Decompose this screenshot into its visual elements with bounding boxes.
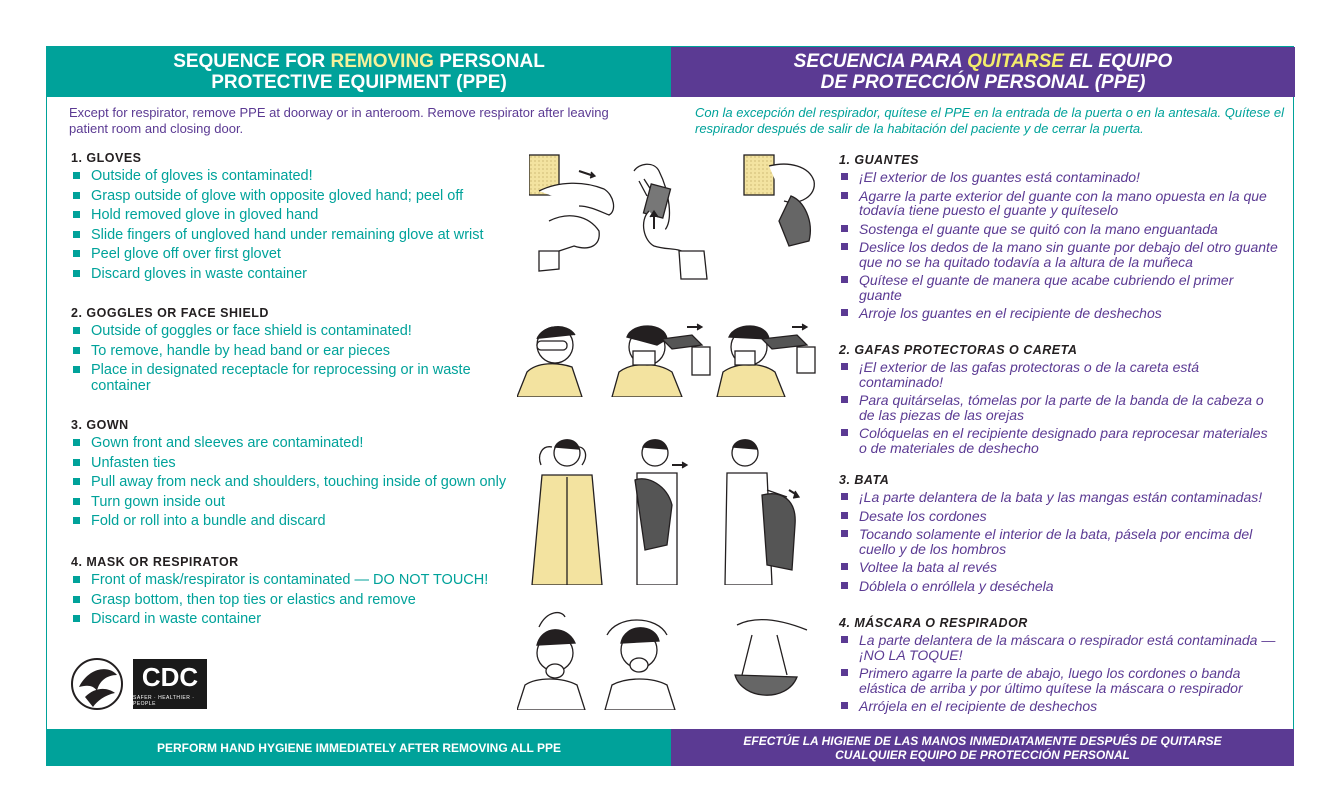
list-item: Colóquelas en el recipiente designado para reprocesar materiales o de materiales de deshecho — [839, 426, 1279, 455]
ppe-removal-poster — [46, 46, 1294, 766]
header-es-line2: DE PROTECCIÓN PERSONAL (PPE) — [820, 72, 1146, 93]
list-item: Arrójela en el recipiente de deshechos — [839, 699, 1279, 714]
list-item: La parte delantera de la máscara o respirador está contaminada — ¡NO LA TOQUE! — [839, 633, 1279, 662]
list-item: Agarre la parte exterior del guante con la mano opuesta en la que todavía tiene puesto el guante y quíteselo — [839, 189, 1279, 218]
header-en-line2: PROTECTIVE EQUIPMENT (PPE) — [211, 72, 507, 93]
list-item: ¡La parte delantera de la bata y las mangas están contaminadas! — [839, 490, 1279, 505]
intro-spanish: Con la excepción del respirador, quítese el PPE en la entrada de la puerta o en la antesala. Quítese el respirador después de salir de la habitación del paciente y de cerrar la puerta. — [695, 105, 1284, 136]
list-item: Tocando solamente el interior de la bata, pásela por encima del cuello y de los hombros — [839, 527, 1279, 556]
section-title: 4. MÁSCARA O RESPIRADOR — [839, 616, 1028, 630]
intro-english: Except for respirator, remove PPE at doorway or in anteroom. Remove respirator after leaving patient room and closing door. — [69, 105, 609, 136]
footer-english — [47, 729, 671, 766]
section-en-gloves — [71, 151, 541, 285]
mask-removal-illustration — [517, 605, 817, 710]
section-title: 3. BATA — [839, 473, 890, 487]
footer-es-line1: EFECTÚE LA HIGIENE DE LAS MANOS INMEDIATAMENTE DESPUÉS DE QUITARSE — [743, 733, 1222, 748]
goggles-removal-illustration — [517, 317, 822, 397]
section-title: 3. GOWN — [71, 418, 129, 432]
footer-spanish — [671, 729, 1294, 766]
hhs-eagle-logo — [69, 657, 125, 711]
list-item: Grasp outside of glove with opposite gloved hand; peel off — [71, 188, 541, 204]
gown-removal-illustration — [527, 435, 807, 585]
section-en-gown — [71, 418, 541, 533]
logos — [69, 657, 209, 712]
list-item: Grasp bottom, then top ties or elastics and remove — [71, 592, 541, 608]
list-item: Place in designated receptacle for reprocessing or in waste container — [71, 362, 471, 394]
list-item: Front of mask/respirator is contaminated — DO NOT TOUCH! — [71, 572, 541, 588]
footer-en-text: PERFORM HAND HYGIENE IMMEDIATELY AFTER REMOVING ALL PPE — [156, 740, 562, 755]
cdc-logo-text: CDC — [141, 661, 199, 692]
list-item: To remove, handle by head band or ear pieces — [71, 343, 471, 359]
cdc-tagline: SAFER · HEALTHIER · PEOPLE — [133, 694, 195, 707]
list-item: Pull away from neck and shoulders, touching inside of gown only — [71, 474, 541, 490]
section-es-mascara — [839, 616, 1279, 718]
section-en-goggles — [71, 306, 471, 398]
list-item: Dóblela o enróllela y deséchela — [839, 579, 1279, 594]
header-spanish — [671, 47, 1295, 97]
list-item: Arroje los guantes en el recipiente de deshechos — [839, 306, 1279, 321]
list-item: Outside of goggles or face shield is contaminated! — [71, 323, 471, 339]
list-item: Peel glove off over first glovet — [71, 246, 541, 262]
section-title: 1. GUANTES — [839, 153, 920, 167]
list-item: Discard gloves in waste container — [71, 266, 541, 282]
gloves-removal-illustration — [529, 151, 829, 286]
list-item: Voltee la bata al revés — [839, 560, 1279, 575]
section-title: 2. GOGGLES OR FACE SHIELD — [71, 306, 269, 320]
list-item: ¡El exterior de los guantes está contaminado! — [839, 170, 1279, 185]
header-english — [47, 47, 671, 97]
section-es-guantes — [839, 153, 1279, 325]
list-item: Discard in waste container — [71, 611, 541, 627]
list-item: Gown front and sleeves are contaminated! — [71, 435, 541, 451]
list-item: Primero agarre la parte de abajo, luego los cordones o banda elástica de arriba y por último quítese la máscara o respirador — [839, 666, 1279, 695]
list-item: Desate los cordones — [839, 509, 1279, 524]
list-item: Slide fingers of ungloved hand under remaining glove at wrist — [71, 227, 541, 243]
list-item: Hold removed glove in gloved hand — [71, 207, 541, 223]
list-item: Outside of gloves is contaminated! — [71, 168, 541, 184]
section-title: 1. GLOVES — [71, 151, 142, 165]
section-es-bata — [839, 473, 1279, 597]
list-item: Sostenga el guante que se quitó con la mano enguantada — [839, 222, 1279, 237]
list-item: Turn gown inside out — [71, 494, 541, 510]
list-item: Para quitárselas, tómelas por la parte de la banda de la cabeza o de las piezas de las orejas — [839, 393, 1279, 422]
section-es-gafas — [839, 343, 1279, 459]
footer-es-line2: CUALQUIER EQUIPO DE PROTECCIÓN PERSONAL — [835, 747, 1130, 762]
list-item: Quítese el guante de manera que acabe cubriendo el primer guante — [839, 273, 1279, 302]
list-item: Deslice los dedos de la mano sin guante por debajo del otro guante que no se ha quitado todavía a la altura de la muñeca — [839, 240, 1279, 269]
section-en-mask — [71, 555, 541, 631]
list-item: Unfasten ties — [71, 455, 541, 471]
cdc-logo — [133, 659, 207, 709]
section-title: 2. GAFAS PROTECTORAS O CARETA — [839, 343, 1078, 357]
header-en-line1: SEQUENCE FOR REMOVING PERSONAL — [173, 51, 545, 72]
header-es-line1: SECUENCIA PARA QUITARSE EL EQUIPO — [793, 51, 1173, 72]
list-item: ¡El exterior de las gafas protectoras o de la careta está contaminado! — [839, 360, 1279, 389]
list-item: Fold or roll into a bundle and discard — [71, 513, 541, 529]
section-title: 4. MASK OR RESPIRATOR — [71, 555, 239, 569]
